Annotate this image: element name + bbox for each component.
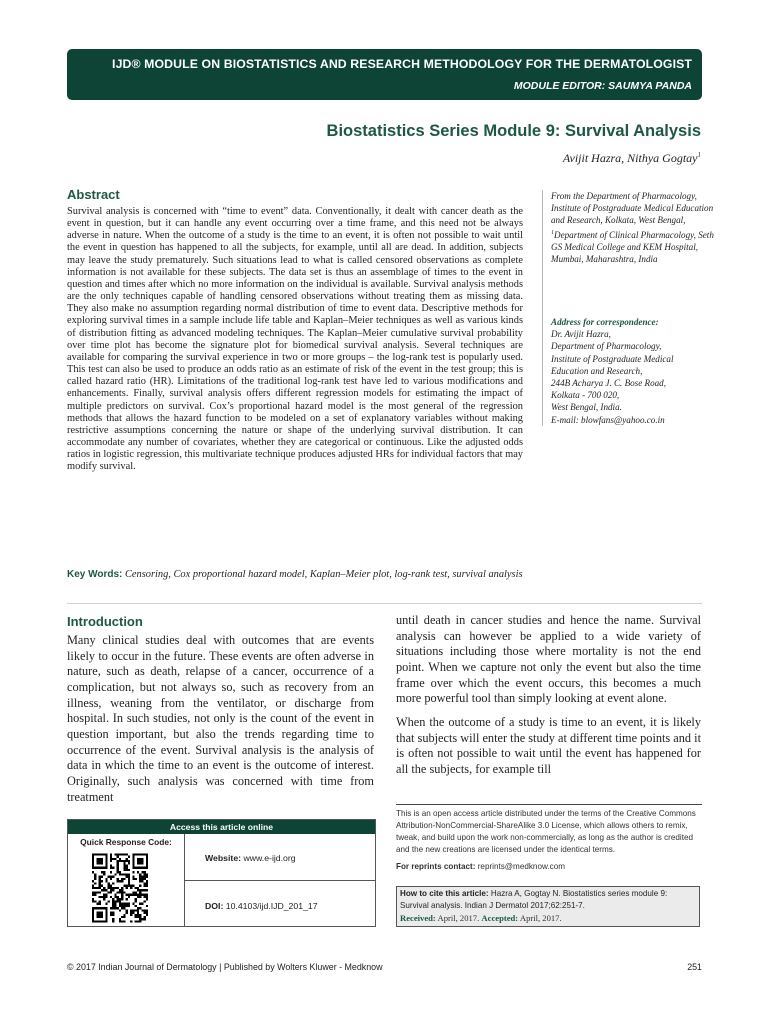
keywords-label: Key Words:: [67, 569, 123, 580]
correspondence-line: Department of Pharmacology,: [551, 341, 662, 352]
keywords-value: Censoring, Cox proportional hazard model, Kaplan–Meier plot, log-rank test, survival analysis: [125, 569, 523, 580]
doi-row: [185, 881, 375, 926]
correspondence-email[interactable]: E-mail: blowfans@yahoo.co.in: [551, 414, 665, 425]
qr-code-icon[interactable]: [92, 853, 148, 923]
affiliation: From the Department of Pharmacology, Institute of Postgraduate Medical Education and Research, Kolkata, West Bengal, $^1$Department of Clinical Pharmacology, Seth GS Medical College and KEM Hospital, Mumbai, Maharashtra, India: [551, 191, 714, 265]
correspondence-line: West Bengal, India.: [551, 402, 622, 413]
correspondence-heading: Address for correspondence:: [551, 317, 659, 327]
access-box-heading: Access this article online: [68, 820, 375, 834]
keywords: [67, 569, 523, 581]
doi-link[interactable]: 10.4103/ijd.IJD_201_17: [225, 901, 318, 911]
correspondence-line: Kolkata - 700 020,: [551, 390, 620, 401]
authors: Avijit Hazra, Nithya Gogtay$^1$: [562, 151, 701, 165]
citation-text: How to cite this article: Hazra A, Gogtay N. Biostatistics series module 9: Survival analysis. Indian J Dermatol 2017;62:251-7.: [400, 889, 668, 910]
reprints-line: [396, 861, 702, 873]
article-title: Biostatistics Series Module 9: Survival Analysis: [326, 122, 701, 140]
page-number: 251: [687, 962, 702, 972]
module-editor: MODULE EDITOR: SAUMYA PANDA: [513, 80, 692, 92]
reprints-email[interactable]: reprints@medknow.com: [477, 862, 565, 872]
website-link[interactable]: www.e-ijd.org: [243, 853, 296, 863]
affiliation-sidebar: [542, 190, 716, 426]
introduction-heading: Introduction: [67, 614, 143, 629]
footer-copyright: © 2017 Indian Journal of Dermatology | Published by Wolters Kluwer - Medknow: [67, 962, 383, 972]
website-row: [185, 834, 375, 881]
citation-box: [396, 886, 700, 927]
doi-label: DOI:: [205, 901, 224, 911]
banner-title: IJD® MODULE ON BIOSTATISTICS AND RESEARCH METHODOLOGY FOR THE DERMATOLOGIST: [112, 57, 692, 71]
correspondence-line: 244B Acharya J. C. Bose Road,: [551, 378, 666, 389]
introduction-paragraph: Many clinical studies deal with outcomes that are events likely to occur in the future. These events are often adverse in nature, such as death, relapse of a cancer, occurrence of a complication, but not always so, such as recovery from an illness, weaning from the ventilator, or discharge from hospital. In such studies, not only is the count of the event in question important, but also the trends regarding time to occurrence of the event. Survival analysis is the analysis of data in which the time to an event is the outcome of interest. Originally, such analysis was concerned with time from treatment: [67, 633, 374, 804]
license-note: [396, 804, 702, 873]
reprints-label: For reprints contact:: [396, 862, 476, 872]
correspondence-line: Education and Research,: [551, 365, 643, 376]
qr-section: [68, 834, 185, 926]
section-divider: [67, 603, 702, 604]
qr-label: Quick Response Code:: [80, 837, 172, 847]
introduction-paragraph: When the outcome of a study is time to an event, it is likely that subjects will enter the study at different time points and it is often not possible to wait until the event has happened for all the subjects, for example till: [396, 714, 701, 776]
correspondence-line: Institute of Postgraduate Medical: [551, 353, 674, 364]
abstract-heading: Abstract: [67, 187, 120, 202]
introduction-paragraph: until death in cancer studies and hence the name. Survival analysis can however be applied to a wide variety of situations including those where mortality is not the end point. When we capture not only the event but also the time frame over which the event occurs, this becomes a much more powerful tool than simply looking at event alone.: [396, 613, 701, 706]
website-label: Website:: [205, 853, 242, 863]
license-text: This is an open access article distributed under the terms of the Creative Commons Attribution-NonCommercial-ShareAlike 3.0 License, which allows others to remix, tweak, and build upon the work non-commercially, as long as the author is credited and the new creations are licensed under the identical terms.: [396, 809, 696, 855]
introduction-right-column: [396, 613, 701, 778]
page-footer: [67, 962, 702, 972]
abstract-text: Survival analysis is concerned with “time to event” data. Conventionally, it dealt with cancer death as the event in question, but it can handle any event occurring over a time frame, and this need not be always adverse in nature. When the outcome of a study is the time to an event, it is often not possible to wait until the event in question has happened to all the subjects, for example, until all are dead. In addition, subjects may leave the study prematurely. Such situations lead to what is called censored observations as complete information is not available for these subjects. The data set is thus an assemblage of times to the event in question and times after which no more information on the individual is available. Survival analysis methods are the only techniques capable of handling censored observations without treating them as missing data. They also make no assumption regarding normal distribution of time to event data. Descriptive methods for exploring survival times in a sample include life table and Kaplan–Meier techniques as well as various kinds of distribution fitting as advanced modeling techniques. The Kaplan–Meier cumulative survival probability over time plot has become the signature plot for biomedical survival analysis. Several techniques are available for comparing the survival experience in two or more groups – the log-rank test is popularly used. This test can also be used to produce an odds ratio as an estimate of risk of the event in the test group; this is called hazard ratio (HR). Limitations of the traditional log-rank test have led to various modifications and enhancements. Finally, survival analysis offers different regression models for estimating the impact of multiple predictors on survival. Cox’s proportional hazard model is the most general of the regression methods that allows the hazard function to be modeled on a set of explanatory variables without making restrictive assumptions concerning the nature or shape of the underlying survival distribution. It can accommodate any number of covariates, whether they are categorical or continuous. Like the adjusted odds ratios in logistic regression, this multivariate technique produces adjusted HRs for individual factors that may modify survival.: [67, 206, 523, 473]
correspondence-line: Dr. Avijit Hazra,: [551, 329, 611, 340]
citation-label: How to cite this article:: [400, 889, 489, 898]
module-banner: [67, 49, 702, 100]
access-article-box: [67, 819, 376, 927]
introduction-left-column: [67, 633, 374, 805]
dates-line: Received: April, 2017. Accepted: April, 2017.: [400, 913, 562, 923]
